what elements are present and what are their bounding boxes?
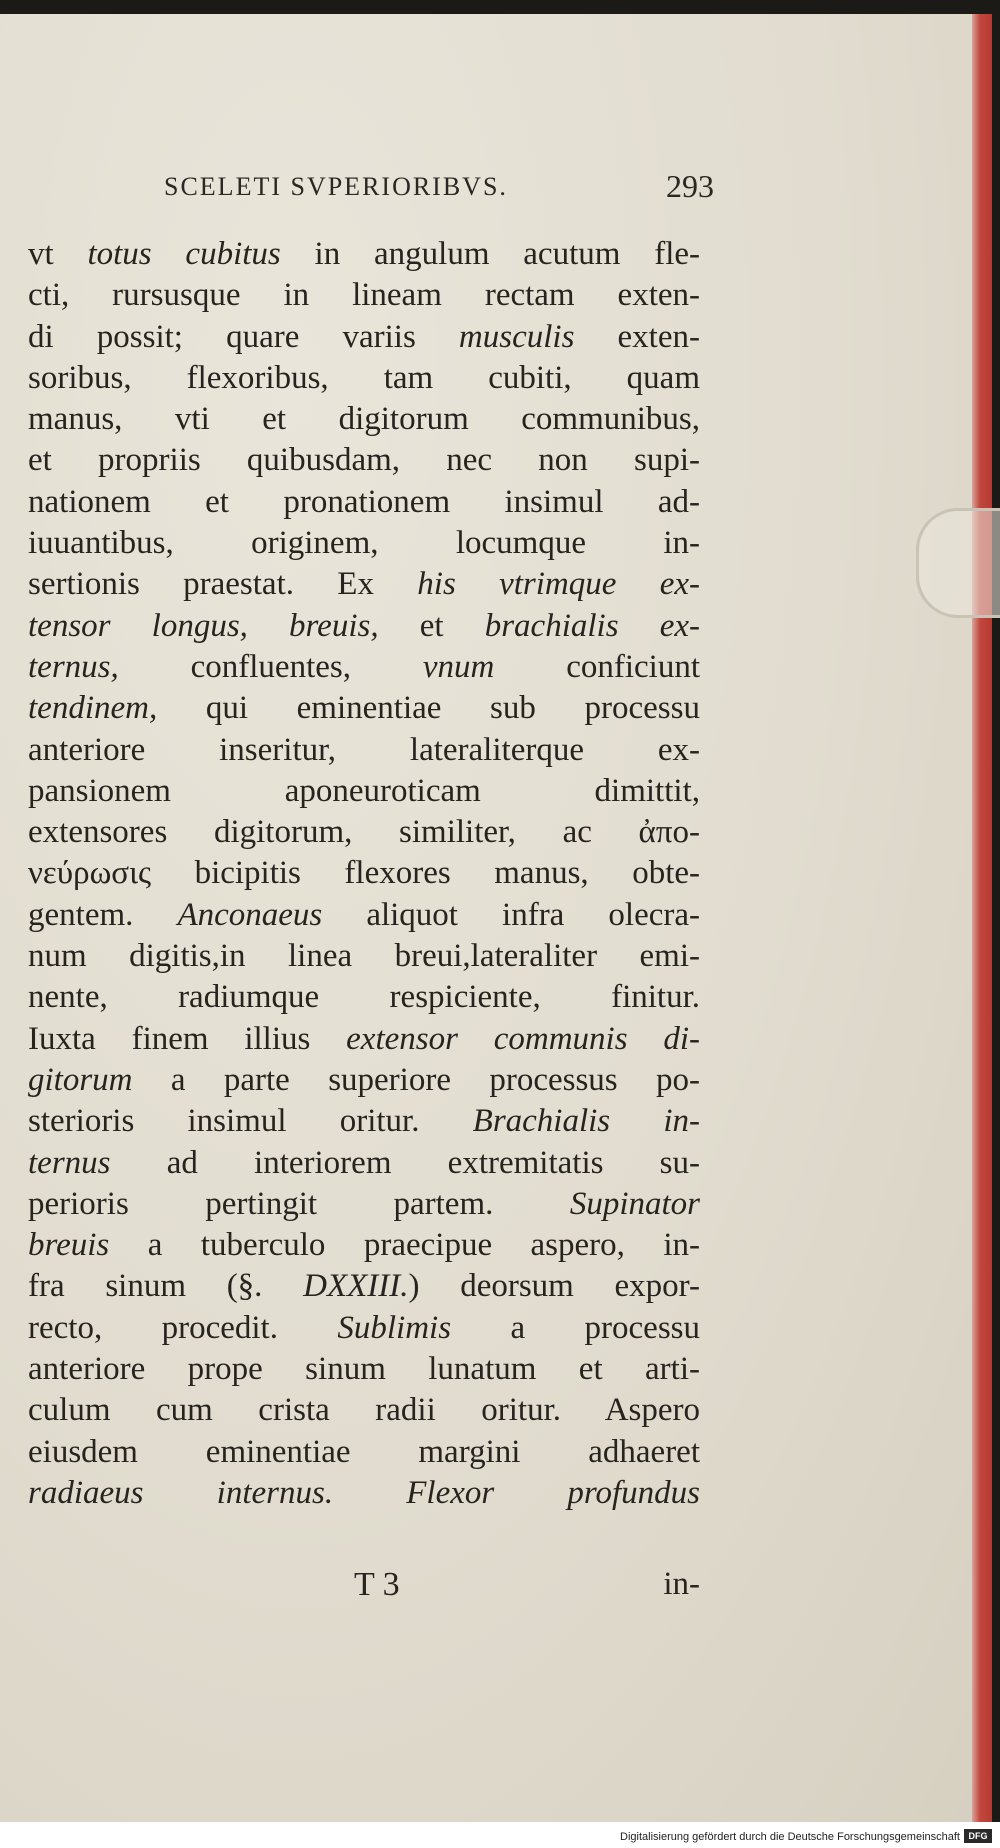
text-line bbox=[28, 688, 700, 729]
text-run: perioris pertingit partem. bbox=[28, 1185, 570, 1222]
text-run: et bbox=[378, 607, 485, 644]
text-line bbox=[28, 771, 700, 812]
text-line bbox=[28, 1473, 700, 1514]
italic-term: vnum bbox=[422, 648, 495, 685]
italic-term: Supinator bbox=[569, 1185, 700, 1222]
text-run: sertionis praestat. Ex bbox=[28, 566, 418, 603]
text-line bbox=[28, 275, 700, 316]
page-tab-marker bbox=[916, 508, 1000, 618]
scan-credit: Digitalisierung gefördert durch die Deutsche Forschungsgemeinschaft bbox=[620, 1831, 960, 1843]
credit-bar bbox=[0, 1822, 1000, 1848]
text-line bbox=[28, 482, 700, 523]
text-line bbox=[28, 812, 700, 853]
italic-term: Anconaeus bbox=[177, 896, 323, 933]
text-line bbox=[28, 399, 700, 440]
running-head bbox=[164, 168, 714, 212]
text-run: extensores digitorum, similiter, ac ἀπο- bbox=[28, 814, 700, 851]
body-text bbox=[28, 234, 700, 1514]
italic-term: brachialis ex- bbox=[484, 607, 700, 644]
italic-term: his vtrimque ex- bbox=[417, 566, 700, 603]
text-line bbox=[28, 647, 700, 688]
text-run: pansionem aponeuroticam dimittit, bbox=[28, 772, 700, 809]
italic-term: totus cubitus bbox=[87, 236, 281, 272]
text-run: manus, vti et digitorum communibus, bbox=[28, 401, 700, 438]
text-run: num digitis,in linea breui,lateraliter emi- bbox=[28, 938, 700, 975]
text-run: et propriis quibusdam, nec non supi- bbox=[28, 442, 700, 479]
text-run: in angulum acutum fle- bbox=[280, 236, 700, 272]
text-line bbox=[28, 1308, 700, 1349]
text-line bbox=[28, 1349, 700, 1390]
italic-term: Brachialis in- bbox=[472, 1103, 700, 1140]
text-run: recto, procedit. bbox=[28, 1309, 338, 1346]
text-run: aliquot infra olecra- bbox=[322, 896, 700, 933]
text-run: ad interiorem extremitatis su- bbox=[110, 1144, 700, 1181]
text-run: soribus, flexoribus, tam cubiti, quam bbox=[28, 359, 700, 396]
italic-term: Sublimis bbox=[337, 1309, 452, 1346]
dfg-logo-icon: DFG bbox=[964, 1829, 992, 1843]
page-footer bbox=[28, 1566, 700, 1612]
text-run: exten- bbox=[574, 318, 700, 355]
text-run: anteriore inseritur, lateraliterque ex- bbox=[28, 731, 700, 768]
red-page-edge bbox=[972, 14, 992, 1822]
text-line bbox=[28, 1390, 700, 1431]
page-number: 293 bbox=[666, 168, 714, 204]
text-run: nente, radiumque respiciente, finitur. bbox=[28, 979, 700, 1016]
italic-term: ternus bbox=[28, 1144, 111, 1181]
text-run: a tuberculo praecipue aspero, in- bbox=[109, 1227, 700, 1264]
text-run: a parte superiore processus po- bbox=[132, 1061, 700, 1098]
text-line bbox=[28, 358, 700, 399]
text-run: nationem et pronationem insimul ad- bbox=[28, 483, 700, 520]
italic-term: DXXIII. bbox=[303, 1268, 409, 1305]
text-run: Iuxta finem illius bbox=[28, 1020, 347, 1057]
text-run: eiusdem eminentiae margini adhaeret bbox=[28, 1433, 700, 1470]
text-run: sterioris insimul oritur. bbox=[28, 1103, 473, 1140]
text-line bbox=[28, 936, 700, 977]
text-line bbox=[28, 730, 700, 771]
running-title: SCELETI SVPERIORIBVS. bbox=[164, 172, 508, 201]
text-line bbox=[28, 234, 700, 275]
catchword: in- bbox=[663, 1566, 700, 1602]
text-line bbox=[28, 1184, 700, 1225]
text-line bbox=[28, 1225, 700, 1266]
text-run: qui eminentiae sub processu bbox=[157, 690, 700, 727]
italic-term: breuis bbox=[28, 1227, 110, 1264]
text-run: ) deorsum expor- bbox=[408, 1268, 701, 1305]
text-line bbox=[28, 895, 700, 936]
italic-term: gitorum bbox=[28, 1061, 133, 1098]
text-line bbox=[28, 977, 700, 1018]
italic-term: tensor longus, breuis, bbox=[28, 607, 379, 644]
text-run: conficiunt bbox=[494, 648, 701, 685]
text-run: culum cum crista radii oritur. Aspero bbox=[28, 1392, 700, 1429]
text-run: a processu bbox=[451, 1309, 700, 1346]
text-line bbox=[28, 606, 700, 647]
text-run: cti, rursusque in lineam rectam exten- bbox=[28, 277, 700, 314]
paper-page bbox=[0, 14, 985, 1822]
text-line bbox=[28, 1101, 700, 1142]
italic-term: extensor communis di- bbox=[346, 1020, 700, 1057]
text-line bbox=[28, 523, 700, 564]
text-line bbox=[28, 317, 700, 358]
signature-mark: T 3 bbox=[354, 1566, 400, 1603]
text-line bbox=[28, 1060, 700, 1101]
text-line bbox=[28, 1143, 700, 1184]
text-line bbox=[28, 1019, 700, 1060]
italic-term: ternus, bbox=[28, 648, 119, 685]
italic-term: musculis bbox=[458, 318, 575, 355]
text-run: fra sinum (§. bbox=[28, 1268, 304, 1305]
text-run: confluentes, bbox=[118, 648, 423, 685]
italic-term: tendinem, bbox=[28, 690, 158, 727]
text-run: vt bbox=[28, 236, 88, 272]
text-run: di possit; quare variis bbox=[28, 318, 459, 355]
text-line bbox=[28, 440, 700, 481]
text-run: anteriore prope sinum lunatum et arti- bbox=[28, 1351, 700, 1388]
text-run: gentem. bbox=[28, 896, 178, 933]
text-line bbox=[28, 1432, 700, 1473]
text-line bbox=[28, 853, 700, 894]
italic-term: radiaeus internus. Flexor profundus bbox=[28, 1474, 700, 1511]
text-line bbox=[28, 1266, 700, 1307]
text-run: iuuantibus, originem, locumque in- bbox=[28, 525, 700, 562]
text-run: νεύρωσις bicipitis flexores manus, obte- bbox=[28, 855, 700, 892]
text-line bbox=[28, 564, 700, 605]
